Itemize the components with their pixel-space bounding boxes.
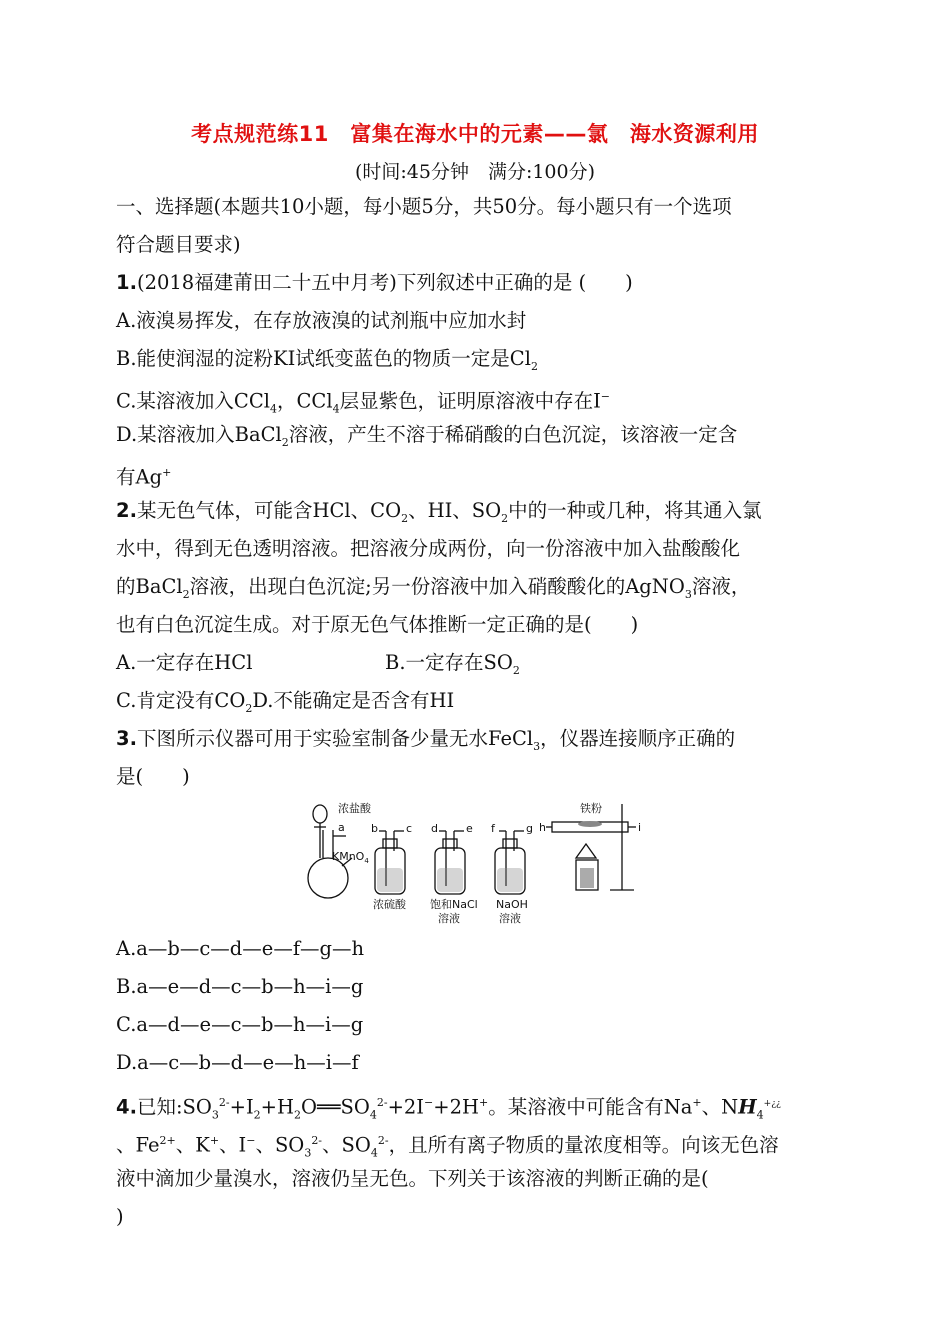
subscript: 2 <box>501 511 509 525</box>
ammonium-symbol: H <box>738 1095 757 1119</box>
question-text: 中的一种或几种，将其通入氯 <box>508 499 762 522</box>
question-text: 、K <box>175 1133 210 1157</box>
subscript: 2 <box>182 587 190 601</box>
superscript: − <box>424 1096 434 1109</box>
option-text: 溶液，产生不溶于稀硝酸的白色沉淀，该溶液一定含 <box>288 423 738 446</box>
subscript: 4 <box>756 1108 764 1122</box>
section-heading-text-2: 符合题目要求) <box>116 233 241 256</box>
question-3-option-a <box>116 936 364 962</box>
question-4-stem-2 <box>116 1128 779 1166</box>
superscript: 2- <box>311 1134 323 1147</box>
option-text: B.一定存在SO <box>385 651 513 674</box>
subscript: 4 <box>270 402 278 416</box>
question-text: 下图所示仪器可用于实验室制备少量无水FeCl <box>136 727 534 750</box>
port-d-label: d <box>431 822 438 835</box>
subscript: 2 <box>512 663 520 677</box>
subscript: 3 <box>684 587 692 601</box>
option-text: D.某溶液加入BaCl <box>116 423 282 446</box>
port-e-label: e <box>466 822 473 835</box>
kmno4-text: KMnO <box>332 850 365 863</box>
bottle-1-label: 浓硫酸 <box>373 898 406 911</box>
question-text: 溶液， <box>691 575 751 598</box>
question-text: ，仪器连接顺序正确的 <box>540 727 736 750</box>
question-text: 某无色气体，可能含HCl、CO <box>136 499 402 522</box>
question-number: 3. <box>116 727 137 750</box>
subscript: 4 <box>369 1108 377 1122</box>
port-g-label: g <box>526 822 533 835</box>
option-text: B.a—e—d—c—b—h—i—g <box>116 975 364 998</box>
apparatus-diagram <box>296 796 646 926</box>
question-2-stem-4 <box>116 612 638 638</box>
option-text: ，CCl <box>277 389 333 413</box>
port-b-label: b <box>371 822 378 835</box>
port-a-label: a <box>338 821 345 834</box>
superscript: + <box>479 1096 489 1109</box>
port-i-label: i <box>638 821 642 834</box>
conc-hcl-label: 浓盐酸 <box>338 802 371 815</box>
subscript: 2 <box>401 511 409 525</box>
alcohol-lamp-flame-icon <box>576 844 596 858</box>
question-text: 溶液，出现白色沉淀;另一份溶液中加入硝酸酸化的AgNO <box>189 575 685 598</box>
question-text: 。某溶液中可能含有Na <box>488 1095 693 1119</box>
question-4-stem <box>116 1090 781 1128</box>
option-text: A.一定存在HCl <box>116 651 253 674</box>
question-2-option-cd <box>116 688 454 722</box>
apparatus-figure <box>296 796 646 926</box>
kmno4-label <box>332 850 369 865</box>
question-2-option-a <box>116 650 252 676</box>
question-text: ) <box>116 1205 124 1228</box>
superscript: 2+ <box>159 1134 176 1147</box>
question-text: (2018福建莆田二十五中月考)下列叙述中正确的是 ( ) <box>136 271 633 294</box>
question-text: 、SO <box>322 1133 371 1157</box>
question-text: +I <box>229 1095 254 1119</box>
bottle-3-label: NaOH <box>496 898 528 911</box>
question-text: 的BaCl <box>116 575 183 598</box>
question-1-option-d <box>116 422 737 456</box>
question-1-option-a <box>116 308 526 334</box>
option-text: D.a—c—b—d—e—h—i—f <box>116 1051 359 1074</box>
option-text: B.能使润湿的淀粉KI试纸变蓝色的物质一定是Cl <box>116 347 531 370</box>
superscript: − <box>246 1134 256 1147</box>
question-text: ，且所有离子物质的量浓度相等。向该无色溶 <box>388 1133 779 1157</box>
kmno4-subscript: 4 <box>364 857 369 865</box>
question-2-stem-3 <box>116 574 750 608</box>
option-text: C.某溶液加入CCl <box>116 389 271 413</box>
subscript: 4 <box>332 402 340 416</box>
question-2-option-b <box>385 650 520 684</box>
question-3-stem-2 <box>116 764 190 790</box>
question-1-option-b <box>116 346 538 380</box>
section-heading <box>116 194 732 220</box>
question-text: 、N <box>701 1095 739 1119</box>
port-c-label: c <box>406 822 413 835</box>
question-text: O══SO <box>301 1095 370 1119</box>
subscript: 2 <box>294 1108 302 1122</box>
question-text: 、HI、SO <box>408 499 502 522</box>
question-text: +2I <box>387 1095 425 1119</box>
subscript: 2 <box>281 435 289 449</box>
question-text: +2H <box>433 1095 479 1119</box>
option-text: 有Ag <box>116 465 163 489</box>
superscript: + <box>162 466 172 479</box>
subscript: 3 <box>211 1108 219 1122</box>
question-text: 水中，得到无色透明溶液。把溶液分成两份，向一份溶液中加入盐酸酸化 <box>116 537 741 560</box>
superscript: − <box>600 390 611 403</box>
question-3-option-c <box>116 1012 363 1038</box>
question-3-stem <box>116 726 735 760</box>
question-text: 也有白色沉淀生成。对于原无色气体推断一定正确的是( ) <box>116 613 639 636</box>
question-text: 是( ) <box>116 765 190 788</box>
subscript: 2 <box>530 359 538 373</box>
superscript: 2- <box>218 1096 230 1109</box>
question-2-stem-2 <box>116 536 740 562</box>
bottle-2-label-2: 溶液 <box>438 912 460 925</box>
section-heading-text: 一、选择题(本题共10小题，每小题5分，共50分。每小题只有一个选项 <box>116 195 732 218</box>
port-f-label: f <box>491 822 495 835</box>
question-text: 、Fe <box>116 1133 160 1157</box>
question-3-option-b <box>116 974 363 1000</box>
option-text: A.a—b—c—d—e—f—g—h <box>116 937 365 960</box>
question-4-stem-3 <box>116 1166 709 1192</box>
question-text: 、SO <box>255 1133 305 1157</box>
question-3-option-d <box>116 1050 359 1076</box>
bottle-3-label-2: 溶液 <box>499 912 521 925</box>
page-title: 考点规范练11 富集在海水中的元素——氯 海水资源利用 <box>191 122 759 146</box>
question-number: 4. <box>116 1095 137 1119</box>
option-text: C.a—d—e—c—b—h—i—g <box>116 1013 364 1036</box>
round-flask-icon <box>308 858 348 898</box>
question-text: 、I <box>219 1133 247 1157</box>
superscript: 2- <box>377 1134 389 1147</box>
option-text: A.液溴易挥发，在存放液溴的试剂瓶中应加水封 <box>116 309 527 332</box>
question-text: +H <box>260 1095 295 1119</box>
iron-powder-label: 铁粉 <box>580 802 602 815</box>
subscript: 3 <box>304 1146 312 1160</box>
question-text: 液中滴加少量溴水，溶液仍呈无色。下列关于该溶液的判断正确的是( <box>116 1167 709 1190</box>
section-heading-cont <box>116 232 241 258</box>
page-subtitle: (时间:45分钟 满分:100分) <box>354 161 596 183</box>
superscript: +¿¿ <box>763 1099 781 1109</box>
subscript: 2 <box>245 701 253 715</box>
question-number: 1. <box>116 271 137 294</box>
subscript: 4 <box>370 1146 378 1160</box>
superscript: + <box>209 1134 220 1147</box>
superscript: 2- <box>376 1096 388 1109</box>
question-1-option-d-cont <box>116 460 171 491</box>
question-2-stem <box>116 498 762 532</box>
option-text: C.肯定没有CO <box>116 689 246 712</box>
subscript: 3 <box>533 739 541 753</box>
question-number: 2. <box>116 499 137 522</box>
superscript: + <box>692 1096 702 1109</box>
option-text: D.不能确定是否含有HI <box>252 689 455 712</box>
question-4-stem-4 <box>116 1204 124 1230</box>
question-text: 已知:SO <box>136 1095 212 1119</box>
subscript: 2 <box>253 1108 261 1122</box>
option-text: 层显紫色，证明原溶液中存在I <box>339 389 601 413</box>
question-1-stem <box>116 270 633 296</box>
question-1-option-c <box>116 384 610 422</box>
bottle-2-label: 饱和NaCl <box>430 898 478 911</box>
dropping-funnel-icon <box>313 805 327 823</box>
port-h-label: h <box>539 821 546 834</box>
